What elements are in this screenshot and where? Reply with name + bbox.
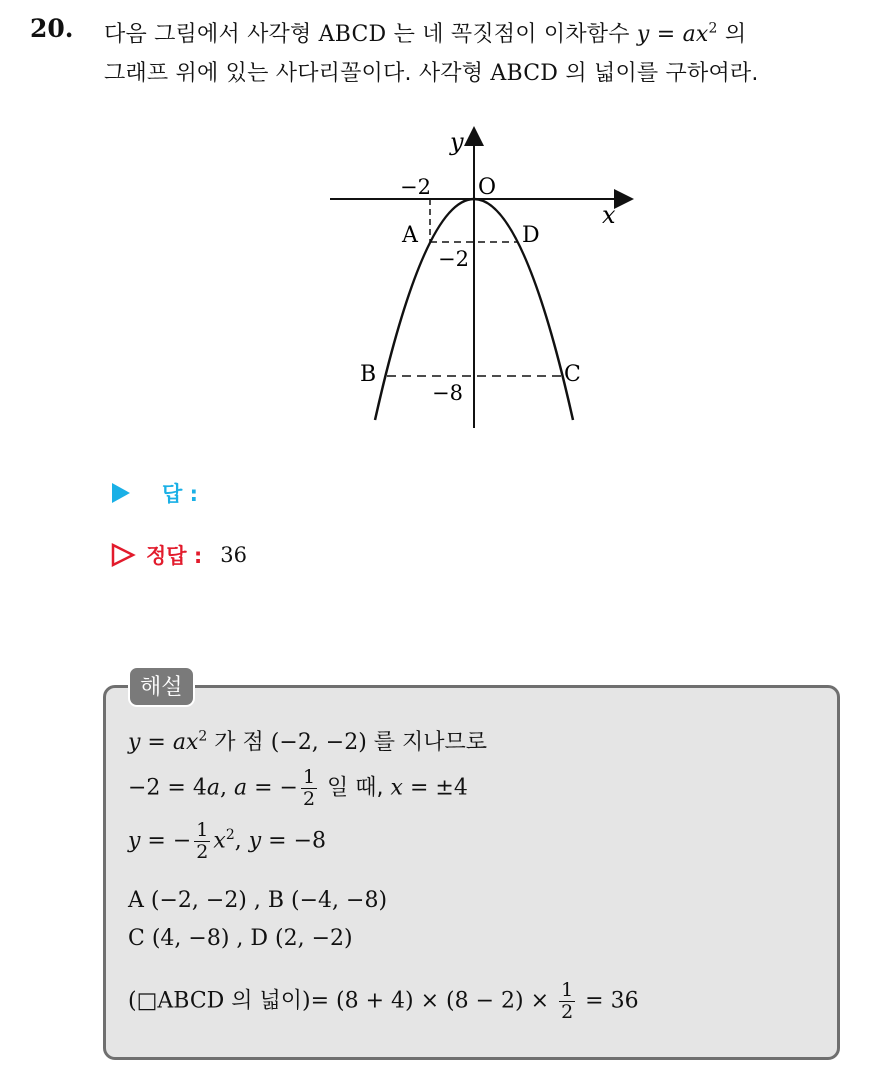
solution-line-5: C (4, −8) , D (2, −2) — [128, 926, 353, 951]
x-axis-label: x — [602, 201, 616, 229]
outline-triangle-icon — [110, 542, 136, 568]
math-expr: = − — [140, 828, 192, 854]
fraction-numerator: 1 — [302, 766, 316, 788]
question-shape-name: ABCD — [490, 61, 559, 86]
solution-line-2 — [128, 767, 468, 810]
fraction-one-half — [301, 767, 317, 810]
question-shape-name: ABCD — [318, 22, 387, 47]
fraction-numerator: 1 — [196, 819, 209, 841]
question-text: 는 네 꼭짓점이 이차함수 — [386, 22, 637, 47]
math-var-y: y — [248, 828, 262, 854]
solution-line-3 — [128, 820, 326, 863]
answer-label: 답 : — [162, 482, 198, 506]
tick-label-y-neg8: −8 — [432, 381, 463, 405]
y-axis-label: y — [450, 128, 464, 156]
tick-label-y-neg2: −2 — [438, 247, 469, 271]
math-expr: −2 = 4 — [128, 775, 207, 801]
math-equals: = — [140, 730, 173, 755]
solution-text: 를 지나므로 — [366, 730, 488, 755]
question-text: 다음 그림에서 사각형 — [104, 22, 319, 47]
fraction-denominator: 2 — [561, 1000, 574, 1023]
point-label-a: A — [402, 223, 418, 248]
solution-line-1 — [128, 725, 487, 756]
solution-text: 가 점 — [207, 730, 271, 755]
math-area-expr: (□ABCD 의 넓이)= (8 + 4) × (8 − 2) × — [128, 988, 557, 1014]
question-text: 의 넓이를 구하여라. — [558, 61, 759, 86]
filled-triangle-icon — [110, 481, 132, 505]
point-label-c: C — [564, 362, 581, 387]
point-label-b: B — [360, 362, 377, 387]
math-exponent: 2 — [708, 20, 718, 37]
fraction-one-half — [559, 980, 575, 1023]
fraction-numerator: 1 — [561, 979, 574, 1001]
question-text: 그래프 위에 있는 사다리꼴이다. 사각형 — [104, 61, 491, 86]
solution-text: 일 때, — [320, 775, 391, 801]
math-var-y: y — [128, 828, 141, 854]
point-label-d: D — [522, 223, 540, 248]
fraction-denominator: 2 — [302, 787, 316, 810]
question-line-2 — [104, 56, 759, 87]
math-comma: , — [219, 775, 234, 801]
fraction-one-half — [194, 820, 210, 863]
math-expr: = ±4 — [402, 775, 468, 801]
math-var-y: y — [636, 22, 650, 47]
math-var-x: x — [213, 828, 226, 854]
question-number: 20. — [30, 14, 74, 43]
math-equals: = — [649, 22, 683, 47]
math-exponent: 2 — [198, 728, 208, 745]
math-expr: = − — [247, 775, 298, 801]
correct-answer-label: 정답 : — [146, 544, 203, 568]
math-exponent: 2 — [225, 827, 235, 844]
math-comma: , — [234, 828, 249, 854]
math-var-a: a — [206, 775, 220, 801]
math-ax: ax — [172, 730, 199, 755]
parabola-graph — [320, 120, 640, 435]
solution-tag: 해설 — [128, 666, 195, 707]
fraction-denominator: 2 — [196, 840, 209, 863]
solution-line-6 — [128, 980, 639, 1023]
origin-label: O — [478, 175, 497, 200]
math-point: (−2, −2) — [270, 730, 367, 755]
math-var-a: a — [233, 775, 248, 801]
math-expr: = −8 — [261, 828, 327, 854]
correct-answer-row — [110, 540, 247, 570]
math-var-x: x — [390, 775, 403, 801]
math-ax: ax — [682, 22, 709, 47]
solution-line-4: A (−2, −2) , B (−4, −8) — [128, 888, 388, 913]
math-var-y: y — [128, 730, 141, 755]
tick-label-x-neg2: −2 — [400, 175, 431, 199]
answer-row — [110, 478, 216, 508]
math-result: = 36 — [578, 988, 639, 1014]
correct-answer-value: 36 — [220, 543, 248, 567]
question-line-1 — [104, 17, 746, 48]
question-text: 의 — [717, 22, 747, 47]
